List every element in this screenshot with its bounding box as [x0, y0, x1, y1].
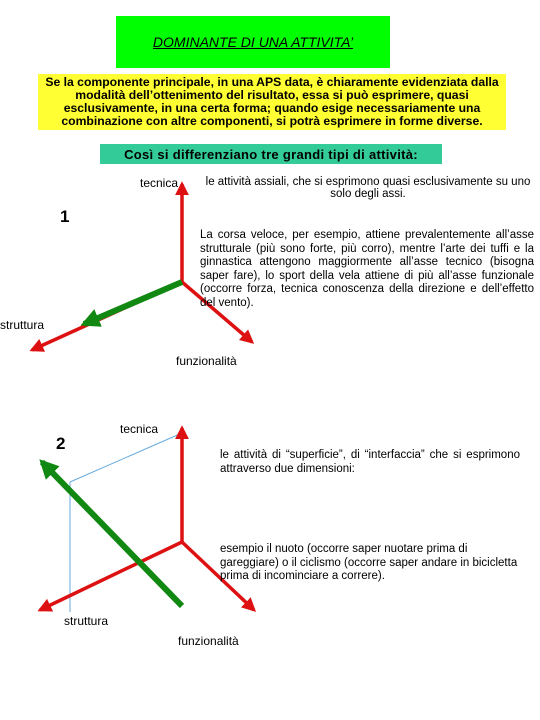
page-title: DOMINANTE DI UNA ATTIVITA’ [152, 34, 354, 50]
intro-text: Se la componente principale, in una APS data, è chiaramente evidenziata dalla modalità dell’ottenimento del risultato, essa si può esprimere, quasi esclusivamente, in una certa forma; quando esige necessariamente una combinazione con altre componenti, si potrà esprimere in forme diverse. [38, 74, 506, 130]
d2-label-struttura: struttura [64, 614, 109, 628]
d2-number: 2 [56, 434, 66, 453]
d1-vector [84, 282, 182, 324]
d1-label-struttura: struttura [0, 318, 45, 332]
d1-number: 1 [60, 207, 70, 226]
d1-body: La corsa veloce, per esempio, attiene prevalentemente all’asse strutturale (più sono forte, più corro), mentre l’arte dei tuffi e la ginnastica attengono maggiormente all’asse tecnico (bisogna saper fare), lo sport della vela attiene di più all’asse funzionale (occorre forza, tecnica conoscenza della direzione e dell’effetto del vento). [200, 229, 534, 309]
d2-axis-struttura [40, 542, 182, 610]
subtitle: Così si differenziano tre grandi tipi di attività: [124, 146, 418, 162]
d2-projection-top [70, 433, 182, 482]
d2-label-funzionalita: funzionalità [178, 634, 239, 648]
d2-label-tecnica: tecnica [120, 422, 159, 436]
d2-vector [42, 462, 182, 606]
d1-label-funzionalita: funzionalità [176, 354, 237, 368]
d2-heading: le attività di “superficie”, di “interfaccia” che si esprimono attraverso due dimensioni: [220, 449, 520, 475]
d1-heading: le attività assiali, che si esprimono quasi esclusivamente su uno solo degli assi. [205, 176, 531, 200]
d2-body: esempio il nuoto (occorre saper nuotare prima di gareggiare) o il ciclismo (occorre saper andare in bicicletta prima di incominciare a correre). [220, 543, 518, 582]
d1-label-tecnica: tecnica [140, 176, 179, 190]
